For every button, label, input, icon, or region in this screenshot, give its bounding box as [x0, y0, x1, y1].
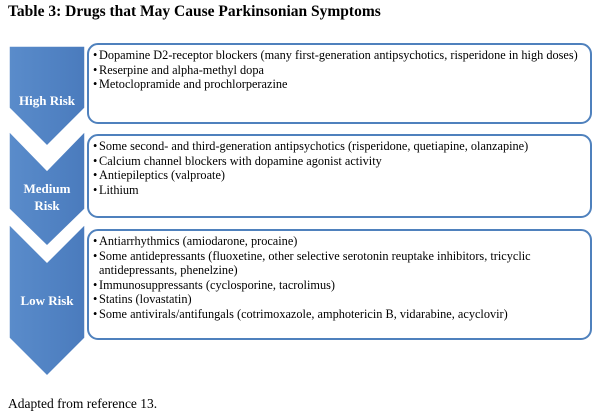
list-item: • Statins (lovastatin) [94, 292, 584, 307]
list-item: • Some second- and third-generation antipsychotics (risperidone, quetiapine, olanzapine) [94, 139, 584, 154]
risk-label-low [9, 292, 85, 309]
high-risk-list [94, 48, 584, 92]
list-item: • Dopamine D2-receptor blockers (many first-generation antipsychotics, risperidone in high doses) [94, 48, 584, 63]
risk-label-medium-line1: Medium [23, 181, 71, 196]
table-title: Table 3: Drugs that May Cause Parkinsonian Symptoms [8, 3, 381, 20]
risk-label-medium [9, 180, 85, 214]
list-item: • Some antidepressants (fluoxetine, other selective serotonin reuptake inhibitors, tricyclic antidepressants, phenelzine) [94, 249, 584, 278]
low-risk-box [87, 229, 592, 340]
list-item: • Calcium channel blockers with dopamine agonist activity [94, 154, 584, 169]
high-risk-box [87, 43, 592, 124]
risk-label-high [9, 92, 85, 109]
risk-label-high-line1: High Risk [19, 93, 75, 108]
list-item: • Lithium [94, 183, 584, 198]
list-item: • Reserpine and alpha-methyl dopa [94, 63, 584, 78]
list-item: • Some antivirals/antifungals (cotrimoxazole, amphotericin B, vidarabine, acyclovir) [94, 307, 584, 322]
medium-risk-list [94, 139, 584, 197]
low-risk-list [94, 234, 584, 322]
list-item: • Antiarrhythmics (amiodarone, procaine) [94, 234, 584, 249]
list-item: • Metoclopramide and prochlorperazine [94, 77, 584, 92]
risk-label-low-line1: Low Risk [20, 293, 74, 308]
medium-risk-box [87, 134, 592, 218]
footnote: Adapted from reference 13. [8, 396, 158, 411]
risk-label-medium-line2: Risk [34, 198, 60, 213]
list-item: • Antiepileptics (valproate) [94, 168, 584, 183]
list-item: • Immunosuppressants (cyclosporine, tacrolimus) [94, 278, 584, 293]
